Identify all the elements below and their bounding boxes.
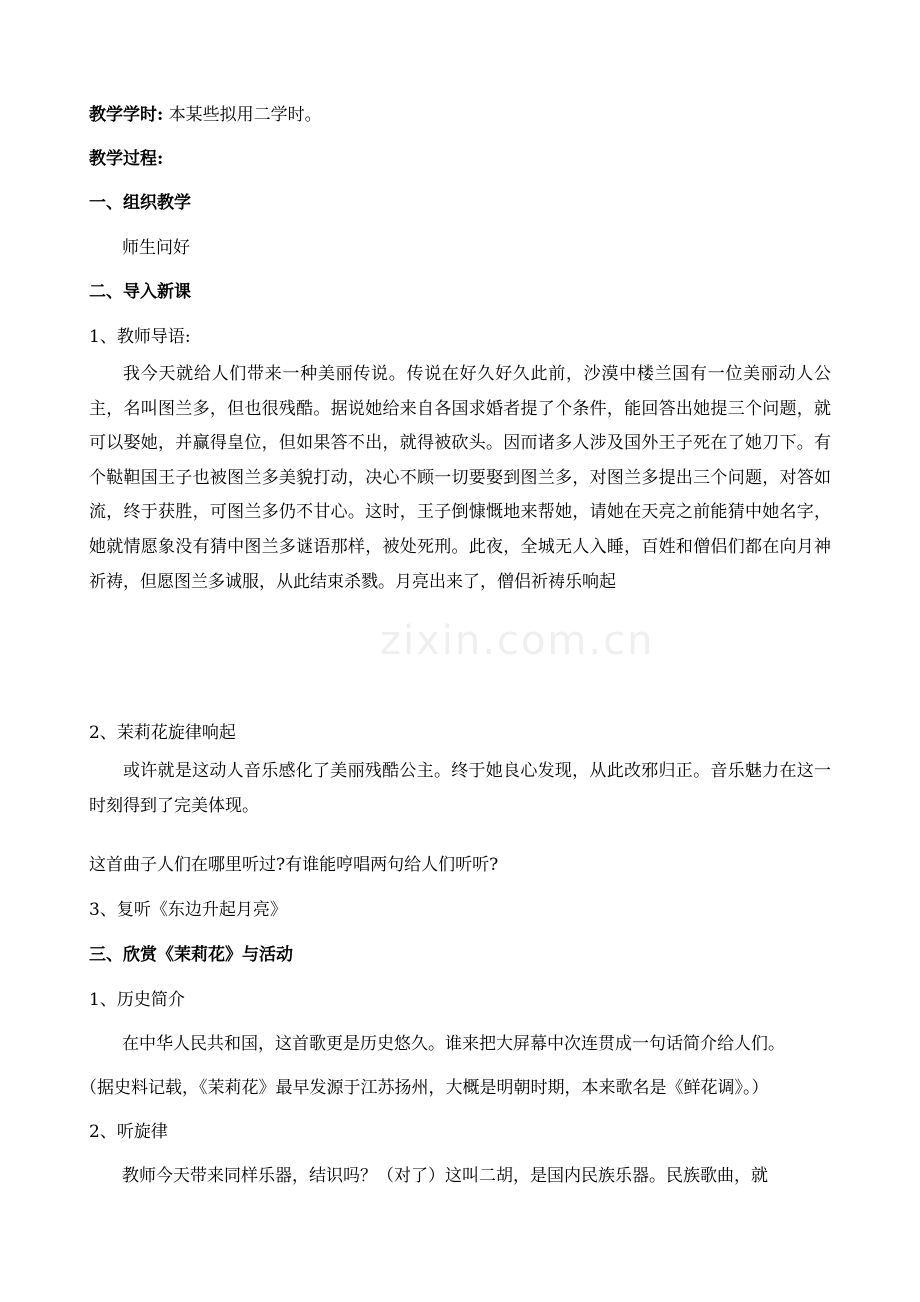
section2-question: 这首曲子人们在哪里听过?有谁能哼唱两句给人们听听?: [89, 855, 499, 875]
section2-item2: 2、茉莉花旋律响起: [89, 723, 236, 743]
teaching-process-label: 教学过程:: [89, 149, 164, 169]
section3-paragraph1b: （据史料记载，《茉莉花》最早发源于江苏扬州，大概是明朝时期，本来歌名是《鲜花调》。）: [80, 1078, 769, 1098]
section1-text: 师生问好: [122, 238, 190, 258]
section2-paragraph1: 我今天就给人们带来一种美丽传说。传说在好久好久此前，沙漠中楼兰国有一位美丽动人公主，名叫图兰多，但也很残酷。据说她给来自各国求婚者提了个条件，能回答出她提三个问题，就可以娶她，并赢得皇位，但如果答不出，就得被砍头。因而诸多人涉及国外王子死在了她刀下。有个鞑靼国王子也被图兰多美貌打动，决心不顾一切要娶到图兰多，对图兰多提出三个问题，对答如流，终于获胜，可图兰多仍不甘心。这时，王子倒慷慨地来帮她，请她在天亮之前能猜中她名字，她就情愿象没有猜中图兰多谜语那样，被处死刑。此夜，全城无人入睡，百姓和僧侣们都在向月神祈祷，但愿图兰多诚服，从此结束杀戮。月亮出来了，僧侣祈祷乐响起: [89, 364, 831, 592]
section3-item2: 2、听旋律: [89, 1122, 168, 1142]
section2-paragraph2: 或许就是这动人音乐感化了美丽残酷公主。终于她良心发现，从此改邪归正。音乐魅力在这一时刻得到了完美体现。: [89, 761, 831, 816]
section3-paragraph2: 教师今天带来同样乐器，结识吗？（对了）这叫二胡，是国内民族乐器。民族歌曲，就: [122, 1166, 768, 1186]
section2-heading: 二、导入新课: [89, 282, 191, 302]
teaching-hours-label: 教学学时:: [89, 105, 164, 125]
section2-item3: 3、复听《东边升起月亮》: [89, 900, 287, 920]
section3-heading: 三、欣赏《茉莉花》与活动: [89, 945, 293, 965]
teaching-hours-text: 本某些拟用二学时。: [168, 105, 322, 125]
section3-item1: 1、历史简介: [89, 990, 185, 1010]
section2-item1: 1、教师导语:: [89, 327, 191, 347]
section1-heading: 一、组织教学: [89, 193, 191, 213]
section3-paragraph1: 在中华人民共和国，这首歌更是历史悠久。谁来把大屏幕中次连贯成一句话简介给人们。: [122, 1034, 785, 1054]
watermark: zixin.com.cn: [380, 618, 655, 664]
teaching-hours: [89, 100, 322, 125]
